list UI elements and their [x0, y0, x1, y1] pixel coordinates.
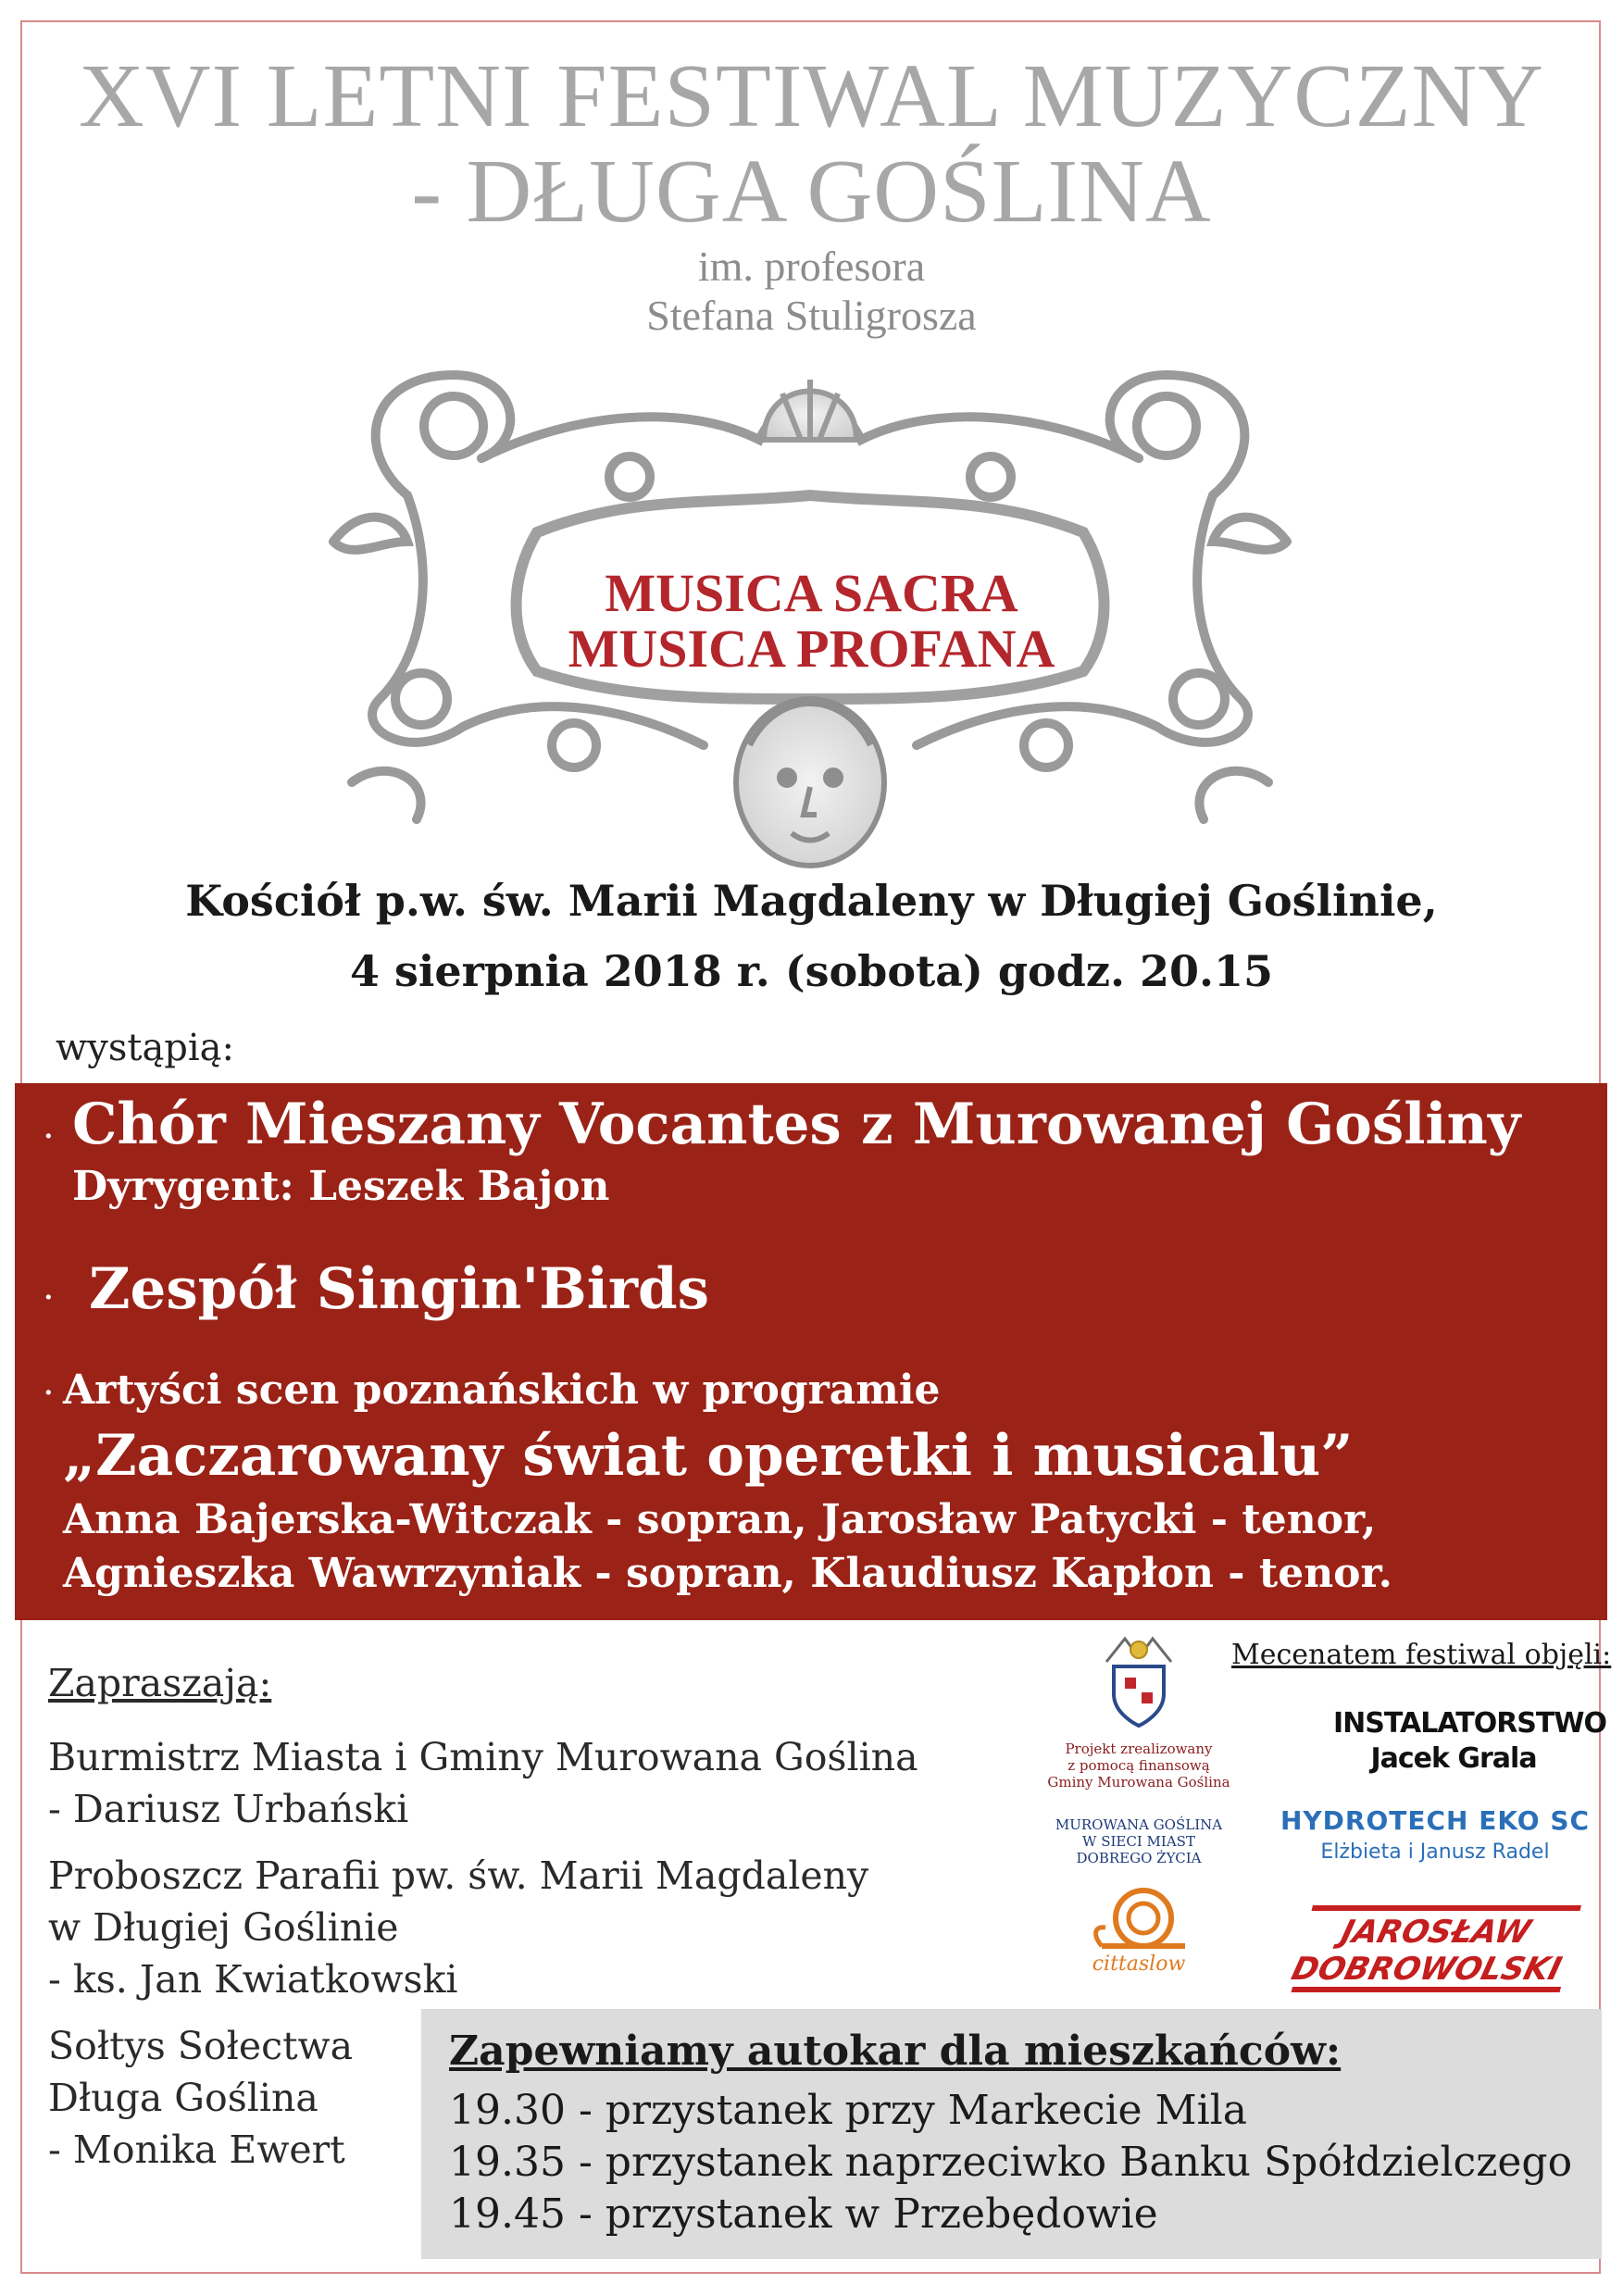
festival-title-line2: - DŁUGA GOŚLINA: [411, 142, 1212, 242]
patron-line2: Stefana Stuligrosza: [646, 292, 977, 339]
coat-of-arms-icon: [1097, 1629, 1180, 1731]
festival-title-line1: XVI LETNI FESTIWAL MUZYCZNY: [79, 46, 1544, 146]
motto-line1: MUSICA SACRA: [605, 563, 1018, 623]
grant-line1: Projekt zrealizowany: [1065, 1741, 1213, 1757]
slow-city-line3: DOBREGO ŻYCIA: [1076, 1850, 1202, 1866]
bus-heading: Zapewniamy autokar dla mieszkańców:: [449, 2028, 1342, 2075]
bullet: ·: [43, 1372, 55, 1415]
grant-line2: z pomocą finansową: [1067, 1757, 1210, 1774]
sponsor-hydrotech: HYDROTECH EKO SC: [1280, 1805, 1591, 1836]
sponsor-dobrowolski-line2: DOBROWOLSKI: [1288, 1951, 1566, 1988]
patrons-heading: Mecenatem festiwal objęli:: [1231, 1639, 1612, 1671]
performer-1-name: Chór Mieszany Vocantes z Murowanej Gośliny: [72, 1092, 1521, 1157]
performer-3-program: „Zaczarowany świat operetki i musicalu”: [63, 1423, 1354, 1489]
bus-stop-3: 19.45 - przystanek w Przebędowie: [449, 2190, 1158, 2238]
patron-line1: im. profesora: [697, 243, 926, 290]
bus-stop-1: 19.30 - przystanek przy Markecie Mila: [449, 2087, 1247, 2134]
performer-3-cast-line2: Agnieszka Wawrzyniak - sopran, Klaudiusz Kapłon - tenor.: [63, 1550, 1392, 1597]
performers-intro: wystąpią:: [56, 1027, 235, 1069]
host-1-name: - Dariusz Urbański: [48, 1787, 409, 1831]
sponsor-instalatorstwo: INSTALATORSTWO: [1333, 1707, 1606, 1740]
host-3-place: Długa Goślina: [48, 2076, 318, 2120]
hosts-heading: Zapraszają:: [48, 1661, 272, 1705]
performer-3-name: Artyści scen poznańskich w programie: [63, 1366, 941, 1414]
sponsor-hydrotech-owners: Elżbieta i Janusz Radel: [1320, 1841, 1550, 1864]
bullet: ·: [43, 1116, 55, 1158]
performers-band: [15, 1083, 1607, 1620]
slow-city-line1: MUROWANA GOŚLINA: [1055, 1816, 1223, 1833]
host-3-title: Sołtys Sołectwa: [48, 2024, 354, 2068]
performer-2-name: Zespół Singin'Birds: [89, 1256, 710, 1322]
motto-line2: MUSICA PROFANA: [568, 618, 1055, 679]
host-1-title: Burmistrz Miasta i Gminy Murowana Goślina: [48, 1735, 918, 1779]
slow-city-line2: W SIECI MIAST: [1082, 1833, 1195, 1850]
sponsor-instalatorstwo-owner: Jacek Grala: [1370, 1742, 1537, 1775]
host-2-name: - ks. Jan Kwiatkowski: [48, 1957, 458, 2002]
host-3-name: - Monika Ewert: [48, 2128, 345, 2172]
bullet: ·: [43, 1277, 55, 1319]
host-2-title: Proboszcz Parafii pw. św. Marii Magdaleny: [48, 1853, 869, 1898]
venue-line: Kościół p.w. św. Marii Magdaleny w Długiej Goślinie,: [185, 876, 1438, 926]
cittaslow-text: cittaslow: [1092, 1953, 1186, 1976]
sponsor-dobrowolski-logo: [1278, 1898, 1583, 2000]
municipal-grant-block: [1028, 1629, 1250, 1979]
bus-info-box: [421, 2009, 1602, 2259]
performer-1-conductor: Dyrygent: Leszek Bajon: [72, 1163, 610, 1210]
date-time-line: 4 sierpnia 2018 r. (sobota) godz. 20.15: [349, 946, 1274, 996]
bus-stop-2: 19.35 - przystanek naprzeciwko Banku Spółdzielczego: [449, 2139, 1573, 2186]
cittaslow-snail-logo: [1074, 1874, 1204, 1976]
sponsor-dobrowolski-line1: JAROSŁAW: [1337, 1914, 1535, 1951]
host-2-place: w Długiej Goślinie: [48, 1905, 399, 1950]
grant-line3: Gminy Murowana Goślina: [1047, 1774, 1230, 1791]
performer-3-cast-line1: Anna Bajerska-Witczak - sopran, Jarosław Patycki - tenor,: [63, 1496, 1377, 1543]
